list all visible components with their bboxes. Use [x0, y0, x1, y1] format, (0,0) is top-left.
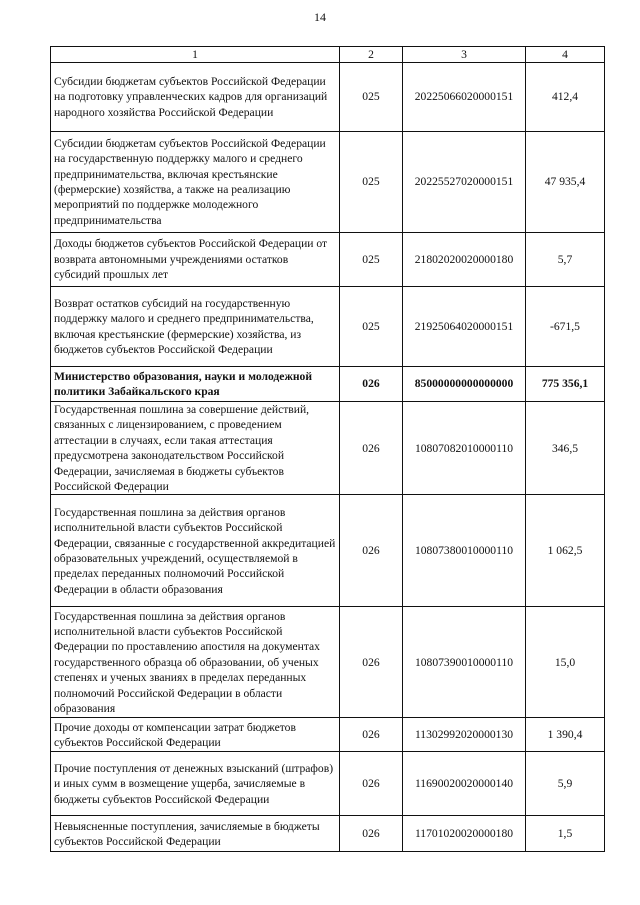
table-row [51, 132, 605, 233]
table-row [51, 495, 605, 607]
table-row [51, 233, 605, 287]
amount: 346,5 [526, 402, 605, 495]
table-row [51, 287, 605, 367]
revenue-name: Доходы бюджетов субъектов Российской Федерации от возврата автономными учреждениями остатков субсидий прошлых лет [51, 233, 340, 287]
amount: 412,4 [526, 63, 605, 132]
revenue-name: Возврат остатков субсидий на государственную поддержку малого и среднего предпринимательства, включая крестьянские (фермерские) хозяйства, из бюджетов субъектов Российской Федерации [51, 287, 340, 367]
budget-classification-code: 10807082010000110 [403, 402, 526, 495]
table-row [51, 402, 605, 495]
table-row-ministry [51, 367, 605, 402]
admin-code: 026 [340, 752, 403, 816]
amount: 1,5 [526, 816, 605, 852]
admin-code: 025 [340, 63, 403, 132]
revenue-name: Субсидии бюджетам субъектов Российской Федерации на подготовку управленческих кадров для организаций народного хозяйства Российской Федерации [51, 63, 340, 132]
amount: 47 935,4 [526, 132, 605, 233]
budget-classification-code: 11701020020000180 [403, 816, 526, 852]
revenue-name: Государственная пошлина за действия органов исполнительной власти субъектов Российской Федерации по проставлению апостиля на документах государственного образца об образовании, об ученых степенях и ученых званиях в пределах переданных полномочий Российской Федерации в области образования [51, 607, 340, 718]
table-row [51, 63, 605, 132]
admin-code: 026 [340, 495, 403, 607]
amount: -671,5 [526, 287, 605, 367]
budget-classification-code: 85000000000000000 [403, 367, 526, 402]
budget-classification-code: 10807380010000110 [403, 495, 526, 607]
revenue-name: Прочие доходы от компенсации затрат бюджетов субъектов Российской Федерации [51, 718, 340, 752]
budget-classification-code: 21802020020000180 [403, 233, 526, 287]
column-header-2: 2 [340, 47, 403, 63]
revenue-name: Субсидии бюджетам субъектов Российской Федерации на государственную поддержку малого и среднего предпринимательства, включая крестьянские (фермерские) хозяйства, а также на реализацию мероприятий по поддержке молодежного предпринимательства [51, 132, 340, 233]
amount: 5,9 [526, 752, 605, 816]
ministry-name: Министерство образования, науки и молодежной политики Забайкальского края [51, 367, 340, 402]
amount: 1 062,5 [526, 495, 605, 607]
revenue-table [50, 46, 605, 852]
budget-classification-code: 20225066020000151 [403, 63, 526, 132]
budget-classification-code: 21925064020000151 [403, 287, 526, 367]
amount: 5,7 [526, 233, 605, 287]
budget-classification-code: 11690020020000140 [403, 752, 526, 816]
revenue-name: Государственная пошлина за совершение действий, связанных с лицензированием, с проведением аттестации в случаях, если такая аттестация предусмотрена законодательством Российской Федерации, зачисляемая в бюджеты субъектов Российской Федерации [51, 402, 340, 495]
column-header-1: 1 [51, 47, 340, 63]
admin-code: 025 [340, 233, 403, 287]
admin-code: 025 [340, 132, 403, 233]
admin-code: 025 [340, 287, 403, 367]
admin-code: 026 [340, 607, 403, 718]
revenue-name: Прочие поступления от денежных взысканий (штрафов) и иных сумм в возмещение ущерба, зачисляемые в бюджеты субъектов Российской Федерации [51, 752, 340, 816]
revenue-name: Государственная пошлина за действия органов исполнительной власти субъектов Российской Федерации, связанные с государственной аккредитацией образовательных учреждений, осуществляемой в пределах переданных полномочий Российской Федерации в области образования [51, 495, 340, 607]
table-row [51, 607, 605, 718]
table-row [51, 752, 605, 816]
table-header-row [51, 47, 605, 63]
admin-code: 026 [340, 718, 403, 752]
table-row [51, 718, 605, 752]
admin-code: 026 [340, 816, 403, 852]
budget-classification-code: 10807390010000110 [403, 607, 526, 718]
revenue-name: Невыясненные поступления, зачисляемые в бюджеты субъектов Российской Федерации [51, 816, 340, 852]
column-header-3: 3 [403, 47, 526, 63]
amount: 15,0 [526, 607, 605, 718]
column-header-4: 4 [526, 47, 605, 63]
budget-classification-code: 11302992020000130 [403, 718, 526, 752]
amount: 775 356,1 [526, 367, 605, 402]
admin-code: 026 [340, 402, 403, 495]
budget-classification-code: 20225527020000151 [403, 132, 526, 233]
admin-code: 026 [340, 367, 403, 402]
table-row [51, 816, 605, 852]
amount: 1 390,4 [526, 718, 605, 752]
page-number: 14 [314, 10, 326, 24]
